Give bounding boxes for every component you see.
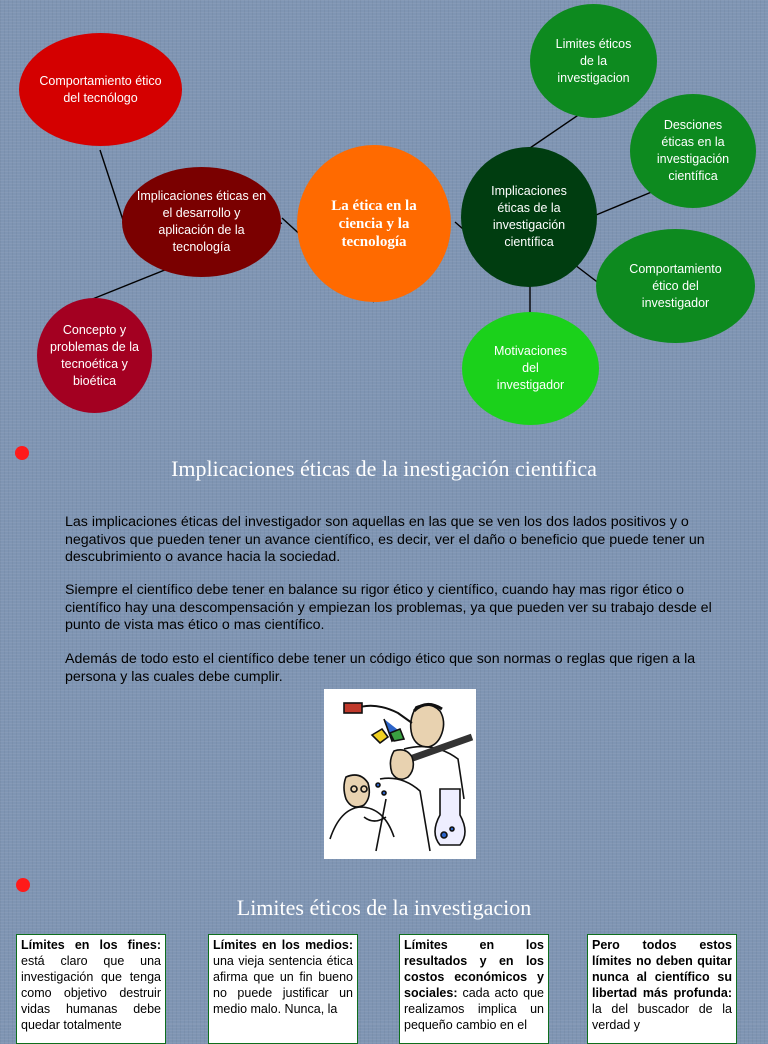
box-text: una vieja sentencia ética afirma que un fin bueno no puede justificar un medio malo. Nunca, la [213,954,353,1016]
node-tecnoetica-bioetica: Concepto y problemas de la tecnoética y bioética [37,298,152,413]
node-motivaciones: Motivaciones del investigador [462,312,599,425]
node-implicaciones-tecnologia: Implicaciones éticas en el desarrollo y aplicación de la tecnología [122,167,281,277]
mind-map [0,0,768,430]
paragraph-3: Además de todo esto el científico debe tener un código ético que son normas o reglas que rigen a la persona y las cuales debe cumplir. [65,651,696,685]
box-heading: Límites en los medios: [213,938,353,952]
bullet-icon [16,878,30,892]
box-heading: Pero todos estos límites no deben quitar nunca al científico su libertad más profunda: [592,938,732,1000]
node-desciones-eticas: Desciones éticas en la investigación científica [630,94,756,208]
section-title-implicaciones: Implicaciones éticas de la inestigación cientifica [171,456,597,481]
box-limites-fines [16,934,166,1044]
box-text: está claro que una investigación que tenga como objetivo destruir vidas humanas debe quedar totalmente [21,954,161,1032]
section-title-limites: Limites éticos de la investigacion [236,895,532,920]
paragraph-1: Las implicaciones éticas del investigador son aquellas en las que se ven los dos lados positivos y o negativos que pueden tener un avance científico, es decir, ver el daño o beneficio que puede tener un descubrimiento o avance hacia la sociedad. [65,514,705,565]
node-limites-eticos: Limites éticos de la investigacion [530,4,657,118]
box-text: la del buscador de la verdad y [592,1002,732,1032]
node-implicaciones-investigacion: Implicaciones éticas de la investigación científica [461,147,597,287]
box-limites-medios [208,934,358,1044]
box-heading: Límites en los resultados y en los costos económicos y sociales: [404,938,544,1000]
paragraph-2: Siempre el científico debe tener en balance su rigor ético y científico, cuando hay mas rigor ético o científico hay una descompensación y empiezan los problemas, ya que pueden ver su trabajo desde el punto de vista mas ético o mas científico. [65,582,712,633]
node-center-etica: La ética en la ciencia y la tecnología [297,145,451,302]
box-limites-resultados [399,934,549,1044]
node-comportamiento-investigador: Comportamiento ético del investigador [596,229,755,343]
box-text: cada acto que realizamos implica un pequeño cambio en el [404,986,544,1032]
box-heading: Límites en los fines: [21,938,161,952]
box-libertad [587,934,737,1044]
scientists-illustration [324,689,476,859]
node-comportamiento-tecnologo: Comportamiento ético del tecnólogo [19,33,182,146]
